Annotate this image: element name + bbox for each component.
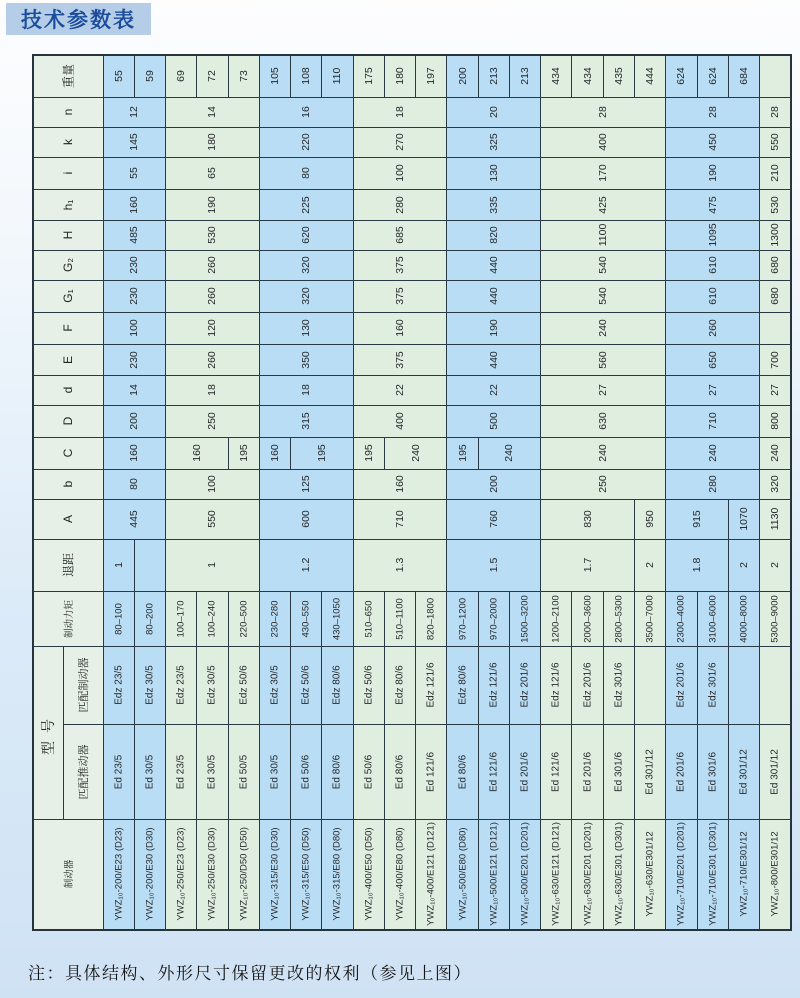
table-cell: 230 [103,280,166,312]
table-cell: Edᴢ 30/5 [197,646,228,724]
table-cell: 1500–3200 [509,591,540,646]
table-cell: 230 [103,250,166,280]
table-cell: 970–2000 [478,591,509,646]
table-cell: 375 [353,250,447,280]
table-cell: Edᴢ 121/6 [478,646,509,724]
table-cell: 624 [666,55,697,97]
table-cell: 624 [697,55,728,97]
table-cell: 1300 [760,220,791,250]
table-cell: 2 [728,539,759,591]
table-cell: 485 [103,220,166,250]
table-cell: Ed 201/6 [666,724,697,819]
table-cell: YWZ₁₀-500/E121 (D121) [478,819,509,930]
table-cell: 375 [353,344,447,375]
table-cell: 130 [447,157,541,189]
table-cell: 1.7 [541,539,635,591]
table-cell: 27 [760,375,791,405]
table-cell: 430–1050 [322,591,353,646]
table-container [32,54,792,931]
table-cell: 69 [166,55,197,97]
table-cell: 2000–3600 [572,591,603,646]
table-cell: Ed 121/6 [478,724,509,819]
table-cell: 830 [541,499,635,539]
table-cell: 610 [666,250,760,280]
table-cell: 16 [259,97,353,127]
table-cell: 560 [541,344,666,375]
table-cell: 200 [447,55,478,97]
table-cell: 22 [447,375,541,405]
table-cell: 213 [509,55,540,97]
table-cell: 335 [447,189,541,220]
table-cell: Ed 121/6 [416,724,447,819]
table-cell: 105 [259,55,290,97]
table-cell: 2800–5300 [603,591,634,646]
table-cell: 434 [572,55,603,97]
table-cell: 350 [259,344,353,375]
table-cell: Ed 30/5 [134,724,165,819]
table-cell: 5300–9000 [760,591,791,646]
footnote: 注：具体结构、外形尺寸保留更改的权利（参见上图） [28,964,472,983]
table-cell: 27 [541,375,666,405]
table-cell: 820–1800 [416,591,447,646]
table-cell: 220–500 [228,591,259,646]
row-label-D: D [33,405,103,437]
table-cell: 72 [197,55,228,97]
table-cell: 100 [353,157,447,189]
table-cell: 915 [666,499,729,539]
table-cell: Ed 201/6 [572,724,603,819]
table-cell: 2300–4000 [666,591,697,646]
table-cell: 190 [666,157,760,189]
table-cell: Edᴢ 301/6 [603,646,634,724]
table-cell: Ed 201/6 [509,724,540,819]
table-cell: 55 [103,157,166,189]
table-cell: 434 [541,55,572,97]
table-cell: 120 [166,312,260,344]
table-cell: 540 [541,250,666,280]
table-cell: 3500–7000 [635,591,666,646]
table-cell: YWZ₁₀-250/D50 (D50) [228,819,259,930]
table-cell: YWZ₁₀-250/E23 (D23) [166,819,197,930]
row-label-edz: 匹配制动器 [63,646,103,724]
table-cell: Ed 301/12 [635,724,666,819]
row-label-G1: G₁ [33,280,103,312]
page-title-text: 技术参数表 [21,9,136,32]
table-cell: Edᴢ 30/5 [259,646,290,724]
table-cell: 680 [760,250,791,280]
table-cell: YWZ₁₀-400/E121 (D121) [416,819,447,930]
table-cell: 195 [228,437,259,469]
table-cell: YWZ₁₀-200/E30 (D30) [134,819,165,930]
table-cell: YWZ₁₀-630/E121 (D121) [541,819,572,930]
table-cell: 230 [103,344,166,375]
table-cell: Edᴢ 301/6 [697,646,728,724]
table-cell: 320 [259,250,353,280]
table-cell: 160 [259,437,290,469]
table-cell: 28 [541,97,666,127]
table-cell: 195 [353,437,384,469]
table-cell: 18 [353,97,447,127]
table-cell: 1070 [728,499,759,539]
table-cell: 240 [666,437,760,469]
table-cell: 430–550 [291,591,322,646]
table-cell: 950 [635,499,666,539]
table-cell: 200 [447,469,541,499]
table-cell: YWZ₁₀-800/E301/12 [760,819,791,930]
table-cell: 820 [447,220,541,250]
table-cell: 250 [166,405,260,437]
table-cell: Edᴢ 201/6 [572,646,603,724]
row-label-F: F [33,312,103,344]
table-cell: 270 [353,127,447,157]
row-label-model: 制动器 [33,819,103,930]
table-cell: 240 [384,437,447,469]
row-label-torque: 制动力矩 [33,591,103,646]
table-cell: Ed 80/6 [322,724,353,819]
table-cell: YWZ₁₀-200/E23 (D23) [103,819,134,930]
table-cell: Edᴢ 121/6 [541,646,572,724]
table-cell: 440 [447,280,541,312]
table-cell: YWZ₁₀-315/E30 (D30) [259,819,290,930]
table-cell [760,646,791,724]
table-cell: 685 [353,220,447,250]
table-cell: 1.8 [666,539,729,591]
table-cell: Edᴢ 80/6 [447,646,478,724]
table-cell: 175 [353,55,384,97]
table-cell: 450 [666,127,760,157]
table-cell: Edᴢ 201/6 [509,646,540,724]
table-cell: 28 [666,97,760,127]
table-cell: 100–240 [197,591,228,646]
table-cell: 325 [447,127,541,157]
table-cell: 190 [166,189,260,220]
table-cell: 510–650 [353,591,384,646]
table-cell: 27 [666,375,760,405]
table-cell: 59 [134,55,165,97]
table-cell: 375 [353,280,447,312]
table-cell: 225 [259,189,353,220]
table-cell: 190 [447,312,541,344]
table-cell: Ed 301/6 [603,724,634,819]
table-cell: 710 [353,499,447,539]
table-cell: 425 [541,189,666,220]
row-label-E: E [33,344,103,375]
table-cell: 445 [103,499,166,539]
table-cell [635,646,666,724]
table-cell: 14 [103,375,166,405]
table-cell: Edᴢ 121/6 [416,646,447,724]
table-cell: 200 [103,405,166,437]
table-cell: 1 [103,539,134,591]
table-cell: 550 [166,499,260,539]
table-cell: 650 [666,344,760,375]
table-cell: 230–280 [259,591,290,646]
table-cell: 530 [166,220,260,250]
table-cell: 100–170 [166,591,197,646]
table-cell [134,539,165,591]
table-cell: YWZ₁₀-630/E201 (D201) [572,819,603,930]
table-cell: 240 [541,437,666,469]
table-cell [760,55,791,97]
table-cell: Ed 50/5 [228,724,259,819]
table-cell: Ed 80/6 [447,724,478,819]
table-cell: Edᴢ 23/5 [166,646,197,724]
table-cell: 440 [447,250,541,280]
table-cell: 160 [103,437,166,469]
table-cell: 2 [760,539,791,591]
table-cell: Ed 30/5 [259,724,290,819]
table-cell: 250 [541,469,666,499]
table-cell: 1100 [541,220,666,250]
table-cell: Edᴢ 23/5 [103,646,134,724]
row-label-h1: h₁ [33,189,103,220]
table-cell: YWZ₁₀-710/E301/12 [728,819,759,930]
table-cell: 260 [666,312,760,344]
table-cell: 630 [541,405,666,437]
table-cell: 540 [541,280,666,312]
table-cell: Ed 50/6 [291,724,322,819]
table-cell: 160 [103,189,166,220]
table-cell: Edᴢ 30/5 [134,646,165,724]
table-cell: 160 [166,437,229,469]
table-cell: 610 [666,280,760,312]
parameters-table [32,54,792,931]
table-cell: 4000–8000 [728,591,759,646]
table-cell: 550 [760,127,791,157]
table-cell: 73 [228,55,259,97]
row-label-H: H [33,220,103,250]
table-cell: 160 [353,312,447,344]
table-cell: 195 [291,437,354,469]
table-cell: 197 [416,55,447,97]
table-cell: 160 [353,469,447,499]
table-cell: 320 [259,280,353,312]
table-body [33,55,791,930]
table-cell: 700 [760,344,791,375]
table-cell: 240 [541,312,666,344]
table-cell: 320 [760,469,791,499]
table-cell: 600 [259,499,353,539]
table-cell: 260 [166,250,260,280]
table-cell: Ed 80/6 [384,724,415,819]
table-cell: 260 [166,280,260,312]
table-cell: Ed 23/5 [166,724,197,819]
row-label-C: C [33,437,103,469]
table-cell: 125 [259,469,353,499]
table-cell: Ed 23/5 [103,724,134,819]
table-cell [728,646,759,724]
row-label-ed: 匹配推动器 [63,724,103,819]
table-cell: 1130 [760,499,791,539]
table-cell: 260 [166,344,260,375]
table-cell: 280 [353,189,447,220]
table-cell: 435 [603,55,634,97]
table-cell: YWZ₁₀-630/E301 (D301) [603,819,634,930]
row-label-G2: G₂ [33,250,103,280]
table-cell: Ed 301/12 [728,724,759,819]
table-cell: 710 [666,405,760,437]
table-cell: YWZ₁₀-400/E80 (D80) [384,819,415,930]
table-cell: YWZ₁₀-710/E301 (D301) [697,819,728,930]
table-cell: 620 [259,220,353,250]
row-label-k: k [33,127,103,157]
table-cell: Ed 30/5 [197,724,228,819]
table-cell: 240 [478,437,541,469]
table-cell: YWZ₁₀-250/E30 (D30) [197,819,228,930]
row-label-i: i [33,157,103,189]
table-cell: 130 [259,312,353,344]
table-cell: 500 [447,405,541,437]
table-cell: 22 [353,375,447,405]
table-cell: 80–200 [134,591,165,646]
row-label-A: A [33,499,103,539]
table-cell: 145 [103,127,166,157]
table-cell: Ed 50/6 [353,724,384,819]
table-cell: 475 [666,189,760,220]
table-cell: 970–1200 [447,591,478,646]
table-cell: 180 [384,55,415,97]
table-cell: 510–1100 [384,591,415,646]
table-cell: 530 [760,189,791,220]
table-cell: 3100–6000 [697,591,728,646]
table-cell: 100 [166,469,260,499]
table-cell: 80 [103,469,166,499]
row-label-d: d [33,375,103,405]
table-cell: 760 [447,499,541,539]
table-cell: 108 [291,55,322,97]
table-cell: 1.2 [259,539,353,591]
table-cell: YWZ₁₀-500/E80 (D80) [447,819,478,930]
table-cell: 65 [166,157,260,189]
table-cell: 240 [760,437,791,469]
table-cell: Ed 301/12 [760,724,791,819]
table-cell: 110 [322,55,353,97]
table-cell: 18 [166,375,260,405]
row-label-weight: 重量 [33,55,103,97]
table-cell: 400 [541,127,666,157]
table-cell: Edᴢ 50/6 [291,646,322,724]
table-cell: YWZ₁₀-710/E201 (D201) [666,819,697,930]
table-cell: YWZ₁₀-400/E50 (D50) [353,819,384,930]
table-cell: 220 [259,127,353,157]
table-cell: 18 [259,375,353,405]
row-group-label-model-type: 型号 [33,646,63,819]
table-cell: 280 [666,469,760,499]
table-cell: 1095 [666,220,760,250]
table-cell: 444 [635,55,666,97]
table-cell: 80 [259,157,353,189]
table-cell [760,312,791,344]
table-cell: 684 [728,55,759,97]
table-cell: YWZ₁₀-315/E50 (D50) [291,819,322,930]
table-cell: 12 [103,97,166,127]
table-cell: 80–100 [103,591,134,646]
table-cell: 680 [760,280,791,312]
table-cell: 28 [760,97,791,127]
table-cell: 180 [166,127,260,157]
row-label-n: n [33,97,103,127]
table-cell: 1200–2100 [541,591,572,646]
table-cell: YWZ₁₀-315/E80 (D80) [322,819,353,930]
page-title [6,3,151,35]
table-cell: Ed 301/6 [697,724,728,819]
table-cell: 20 [447,97,541,127]
table-cell: YWZ₁₀-500/E201 (D201) [509,819,540,930]
row-label-retreat: 退距 [33,539,103,591]
table-cell: 440 [447,344,541,375]
table-cell: 100 [103,312,166,344]
table-cell: Edᴢ 201/6 [666,646,697,724]
table-cell: Edᴢ 80/6 [322,646,353,724]
table-cell: Edᴢ 50/6 [228,646,259,724]
table-cell: 315 [259,405,353,437]
table-cell: YWZ₁₀-630/E301/12 [635,819,666,930]
table-cell: 2 [635,539,666,591]
table-cell: 800 [760,405,791,437]
table-cell: 55 [103,55,134,97]
table-cell: Edᴢ 80/6 [384,646,415,724]
table-cell: 210 [760,157,791,189]
table-cell: 14 [166,97,260,127]
table-cell: 1 [166,539,260,591]
table-cell: 213 [478,55,509,97]
table-cell: 1.3 [353,539,447,591]
table-cell: 400 [353,405,447,437]
table-cell: Edᴢ 50/6 [353,646,384,724]
table-cell: 195 [447,437,478,469]
table-cell: Ed 121/6 [541,724,572,819]
table-cell: 170 [541,157,666,189]
row-label-b: b [33,469,103,499]
table-cell: 1.5 [447,539,541,591]
